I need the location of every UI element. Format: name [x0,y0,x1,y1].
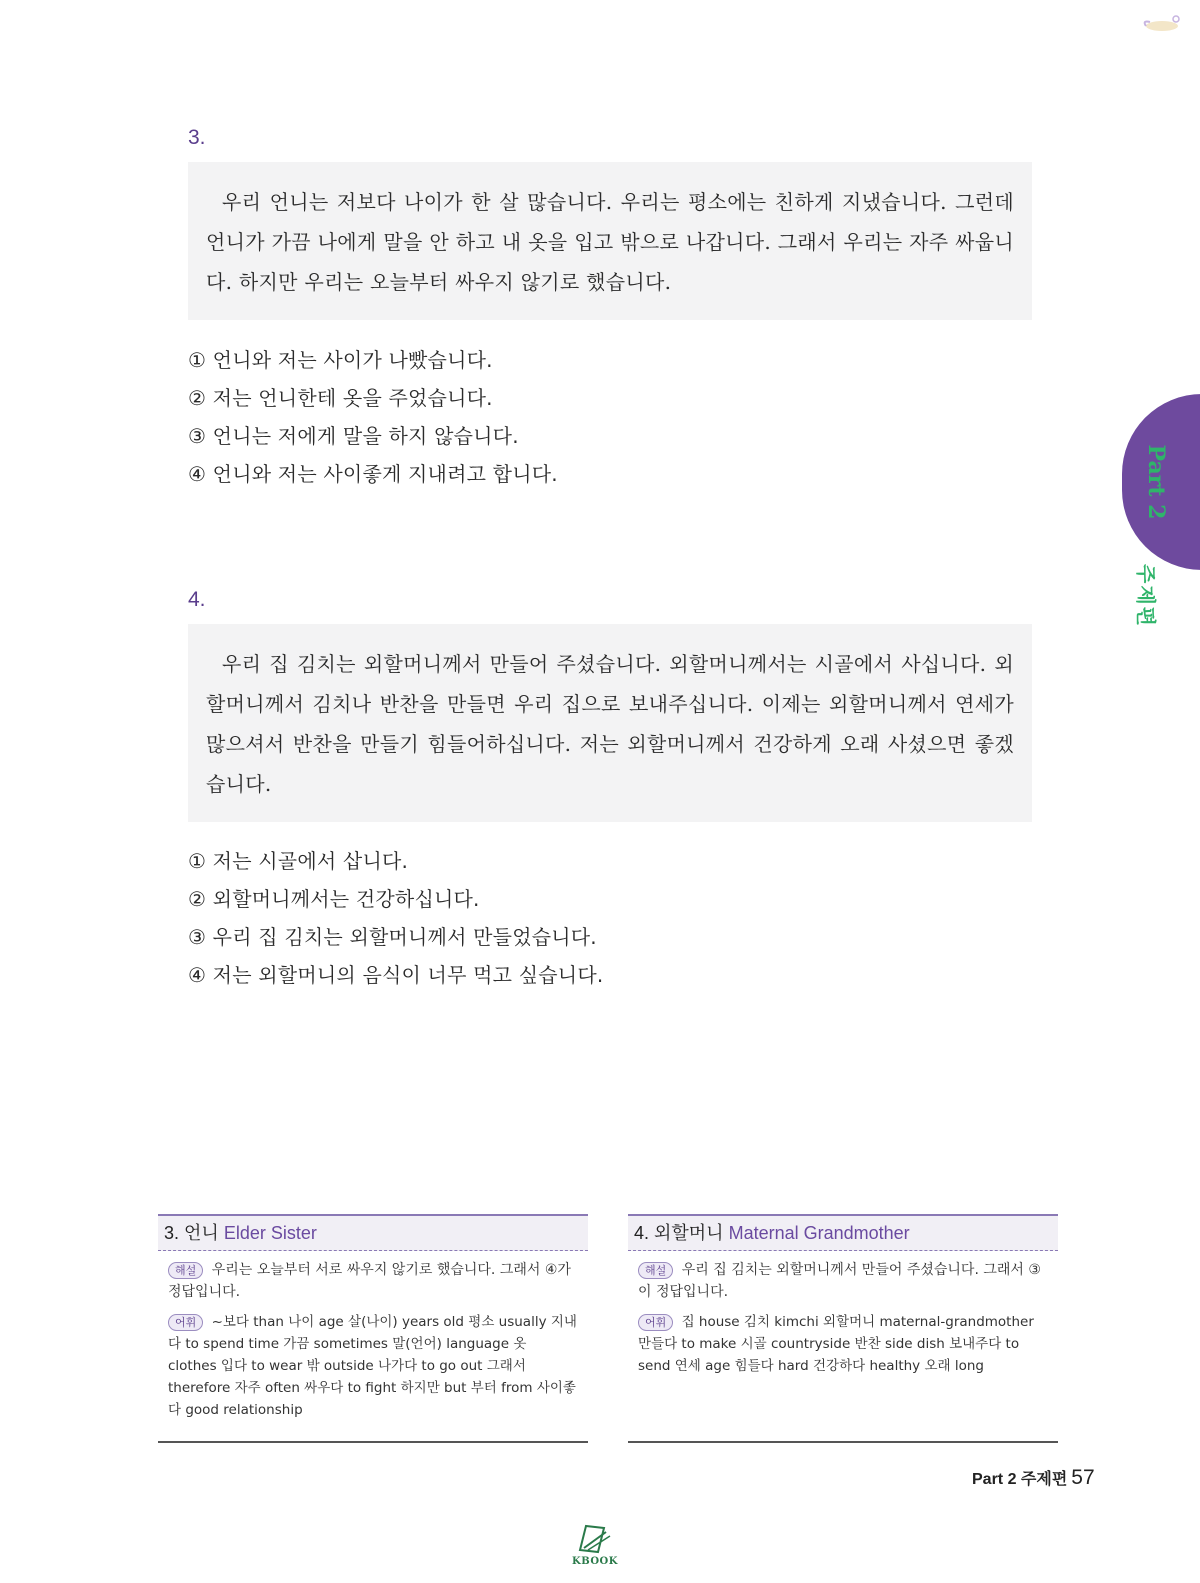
vocabulary-badge: 어휘 [168,1314,203,1331]
explanation-badge: 해설 [638,1262,673,1279]
vocab-box-heading [158,1216,588,1251]
side-tab-subtitle: 주제편 [1134,564,1158,628]
explanation [168,1259,578,1303]
footer-part-label: Part 2 주제편 [972,1471,1068,1488]
option-2: ② 저는 언니한테 옷을 주었습니다. [188,386,493,410]
option-3: ③ 우리 집 김치는 외할머니께서 만들었습니다. [188,925,597,949]
vocabulary [168,1311,578,1421]
explanation-badge: 해설 [168,1262,203,1279]
option-4: ④ 언니와 저는 사이좋게 지내려고 합니다. [188,462,558,486]
vocabulary-text: 집 house 김치 kimchi 외할머니 maternal-grandmother 만들다 to make 시골 countryside 반찬 side dish 보내주다 to send 연세 age 힘들다 hard 건강하다 healthy 오래 long [638,1314,1034,1374]
question-3-passage: 우리 언니는 저보다 나이가 한 살 많습니다. 우리는 평소에는 친하게 지냈습니다. 그런데 언니가 가끔 나에게 말을 안 하고 내 옷을 입고 밖으로 나갑니다. 그래서 우리는 자주 싸웁니다. 하지만 우리는 오늘부터 싸우지 않기로 했습니다. [188,162,1032,320]
vocabulary [638,1311,1048,1377]
side-tab-part-label: Part 2 [1143,444,1169,520]
question-4-number: 4. [188,588,206,611]
book-icon [570,1520,620,1556]
heading-korean: 4. 외할머니 [634,1223,724,1243]
explanation-text: 우리는 오늘부터 서로 싸우지 않기로 했습니다. 그래서 ④가 정답입니다. [168,1262,571,1300]
logo-text: KBOOK [572,1556,618,1567]
heading-english: Elder Sister [223,1223,317,1243]
question-3-number: 3. [188,126,206,149]
page-footer [972,1466,1102,1490]
page-number: 57 [1071,1466,1095,1489]
heading-korean: 3. 언니 [164,1223,219,1243]
heading-english: Maternal Grandmother [728,1223,910,1243]
question-4-passage: 우리 집 김치는 외할머니께서 만들어 주셨습니다. 외할머니께서는 시골에서 사십니다. 외할머니께서 김치나 반찬을 만들면 우리 집으로 보내주십니다. 이제는 외할머니께서 연세가 많으셔서 반찬을 만들기 힘들어하십니다. 저는 외할머니께서 건강하게 오래 사셨으면 좋겠습니다. [188,624,1032,822]
option-3: ③ 언니는 저에게 말을 하지 않습니다. [188,424,519,448]
vocab-box-4 [628,1214,1058,1443]
vocabulary-badge: 어휘 [638,1314,673,1331]
explanation [638,1259,1048,1303]
option-1: ① 언니와 저는 사이가 나빴습니다. [188,348,493,372]
vocabulary-text: ~보다 than 나이 age 살(나이) years old 평소 usually 지내다 to spend time 가끔 sometimes 말(언어) language 옷 clothes 입다 to wear 밖 outside 나가다 to go out 그래서 therefore 자주 often 싸우다 to fight 하지만 but 부터 from 사이좋다 good relationship [168,1314,577,1418]
vocab-box-heading [628,1216,1058,1251]
explanation-text: 우리 집 김치는 외할머니께서 만들어 주셨습니다. 그래서 ③이 정답입니다. [638,1262,1041,1300]
question-3-options [188,341,558,493]
question-4-options [188,842,603,994]
vocab-box-3 [158,1214,588,1443]
option-4: ④ 저는 외할머니의 음식이 너무 먹고 싶습니다. [188,963,604,987]
option-1: ① 저는 시골에서 삽니다. [188,849,409,873]
kbook-logo [570,1520,620,1570]
option-2: ② 외할머니께서는 건강하십니다. [188,887,480,911]
lamp-decoration-icon [1140,12,1184,40]
